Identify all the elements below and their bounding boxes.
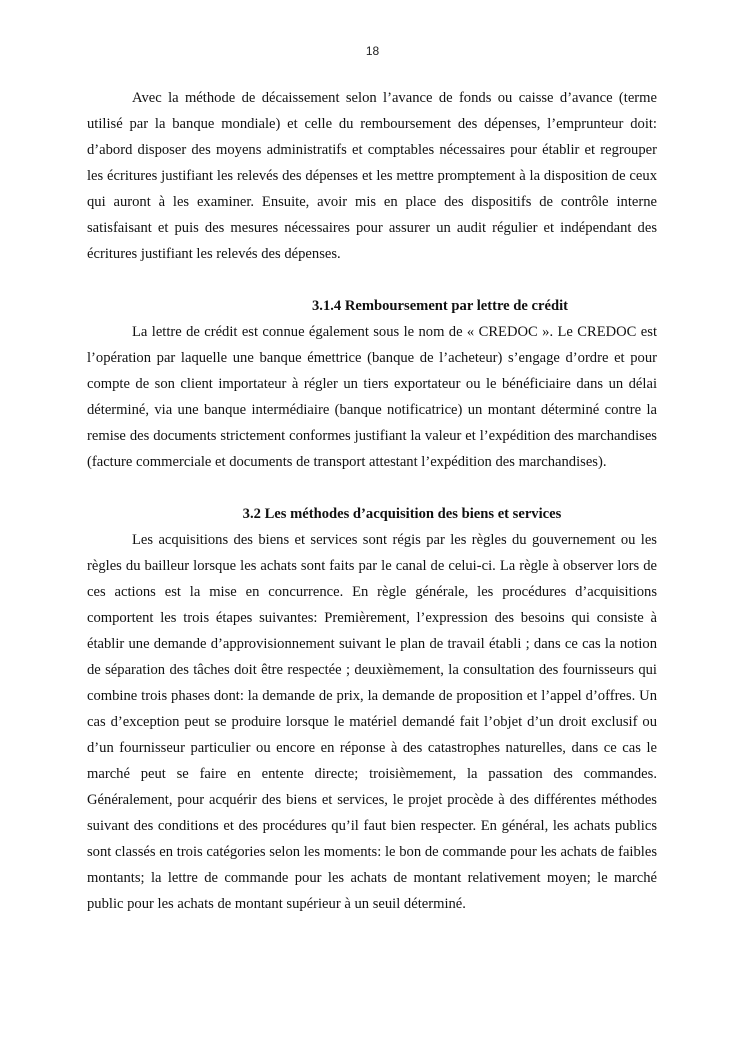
document-body	[87, 85, 657, 917]
paragraph-credoc: La lettre de crédit est connue également sous le nom de « CREDOC ». Le CREDOC est l’opération par laquelle une banque émettrice (banque de l’acheteur) s’engage d’ordre et pour compte de son client importateur à régler un tiers exportateur ou le bénéficiaire dans un délai déterminé, via une banque intermédiaire (banque notificatrice) un montant déterminé contre la remise des documents strictement conformes justifiant la valeur et l’expédition des marchandises (facture commerciale et documents de transport attestant l’expédition des marchandises).	[87, 324, 657, 470]
intro-paragraph: Avec la méthode de décaissement selon l’avance de fonds ou caisse d’avance (terme utilisé par la banque mondiale) et celle du remboursement des dépenses, l’emprunteur doit: d’abord disposer des moyens administratifs et comptables nécessaires pour établir et regrouper les écritures justifiant les relevés des dépenses et les mettre promptement à la disposition de ceux qui auront à les examiner. Ensuite, avoir mis en place des dispositifs de contrôle interne satisfaisant et puis des mesures nécessaires pour assurer un audit régulier et indépendant des écritures justifiant les relevés des dépenses.	[87, 90, 657, 262]
section-heading-3-1-4: 3.1.4 Remboursement par lettre de crédit	[312, 298, 569, 314]
paragraph-acquisitions: Les acquisitions des biens et services sont régis par les règles du gouvernement ou les règles du bailleur lorsque les achats sont faits par le canal de celui-ci. La règle à observer lors de ces actions est la mise en concurrence. En règle générale, les procédures d’acquisitions comportent les trois étapes suivantes: Premièrement, l’expression des besoins qui consiste à établir une demande d’approvisionnement suivant le plan de travail établi ; dans ce cas la notion de séparation des tâches doit être respectée ; deuxièmement, la consultation des fournisseurs qui combine trois phases dont: la demande de prix, la demande de proposition et l’appel d’offres. Un cas d’exception peut se produire lorsque le matériel demandé fait l’objet d’un droit exclusif ou d’un fournisseur particulier ou encore en réponse à des catastrophes naturelles, dans ce cas le marché peut se faire en entente directe; troisièmement, la passation des commandes. Généralement, pour acquérir des biens et services, le projet procède à des différentes méthodes suivant des conditions et des procédures qu’il faut bien respecter. En général, les achats publics sont classés en trois catégories selon les moments: le bon de commande pour les achats de faibles montants; la lettre de commande pour les achats de montant relativement moyen; le marché public pour les achats de montant supérieur à un seuil déterminé.	[87, 532, 657, 912]
page-number: 18	[365, 44, 380, 58]
section-heading-3-2: 3.2 Les méthodes d’acquisition des biens et services	[242, 506, 562, 522]
